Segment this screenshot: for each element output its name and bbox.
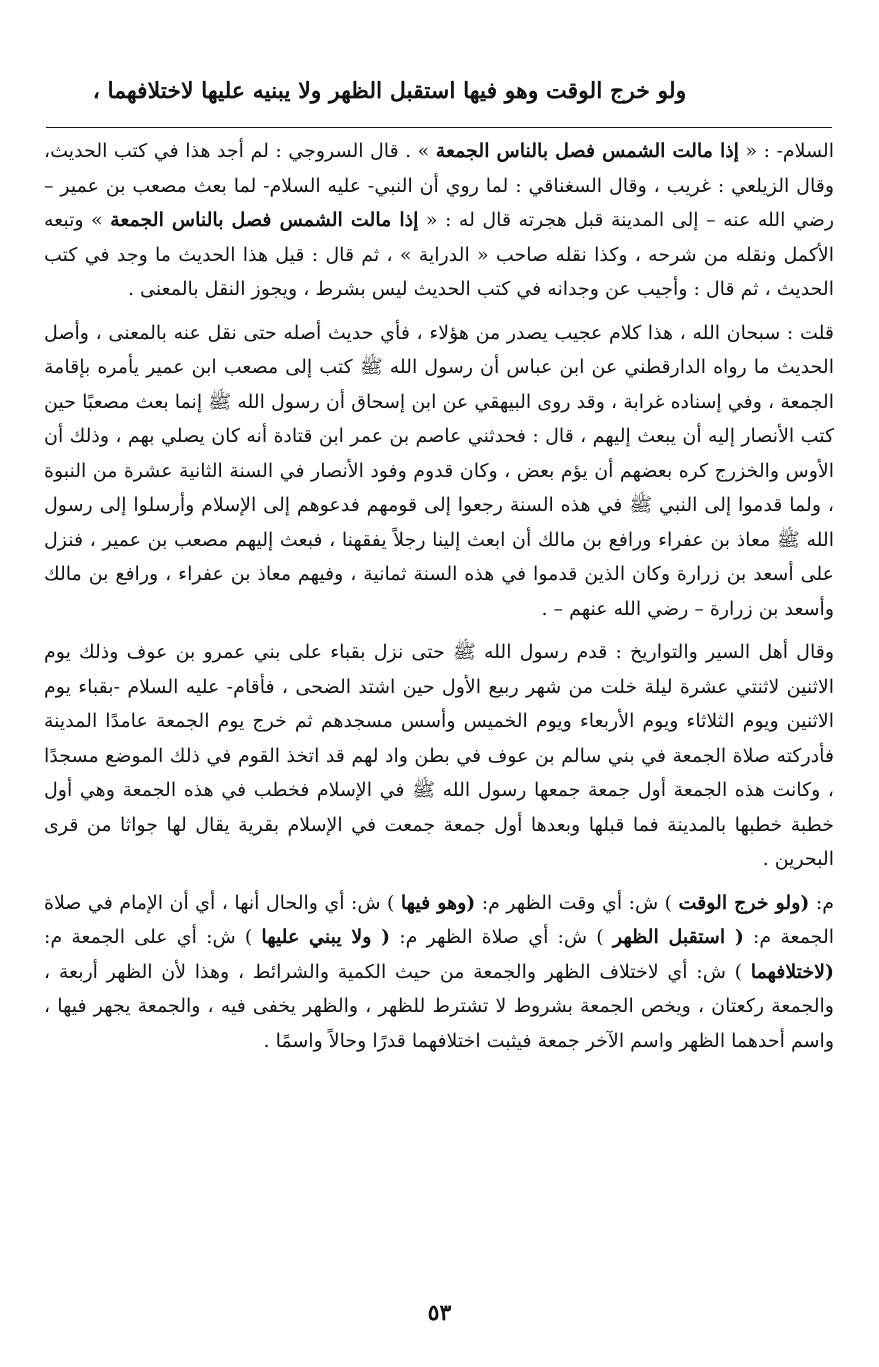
text-run: م:	[809, 891, 834, 914]
bold-quote: (لاختلافهما	[750, 960, 834, 983]
bold-quote: إذا مالت الشمس فصل بالناس الجمعة	[435, 140, 739, 162]
paragraph	[44, 886, 834, 1059]
running-header: ولو خرج الوقت وهو فيها استقبل الظهر ولا يبنيه عليها لاختلافهما ،	[92, 78, 687, 104]
commentary-body	[44, 134, 834, 1058]
paragraph	[44, 134, 834, 307]
text-run: ) ش: أي صلاة الظهر م:	[390, 926, 613, 948]
paragraph	[44, 635, 834, 877]
paragraph	[44, 316, 834, 627]
text-run: السلام- : «	[738, 140, 834, 162]
bold-quote: (ولو خرج الوقت	[678, 891, 810, 914]
text-run: ) ش: أي والحال أنها ، أي أن الإمام في صلاة الجمعة م:	[44, 891, 835, 948]
text-run: ) ش: أي لاختلاف الظهر والجمعة من حيث الكمية والشرائط ، وهذا لأن الظهر أربعة ، والجمعة ركعتان ، ويخص الجمعة بشروط لا تشترط للظهر ، والظهر يخفى فيه ، والجمعة يجهر فيها ، واسم أحدهما الظهر واسم الآخر جمعة فيثبت اختلافهما قدرًا وحالاً واسمًا .	[44, 960, 834, 1052]
text-run: وقال أهل السير والتواريخ : قدم رسول الله ﷺ حتى نزل بقباء على بني عمرو بن عوف وذلك يوم الاثنين لاثنتي عشرة ليلة خلت من شهر ربيع الأول حين اشتد الضحى ، فأقام- عليه السلام -بقباء يوم الاثنين ويوم الثلاثاء ويوم الأربعاء ويوم الخميس وأسس مسجدهم ثم خرج يوم الجمعة عامدًا المدينة فأدركته صلاة الجمعة في بني سالم بن عوف في بطن واد لهم قد اتخذ القوم في ذلك الموضع مسجدًا ، وكانت هذه الجمعة أول جمعة جمعها رسول الله ﷺ في الإسلام فخطب في هذه الجمعة وهي أول خطبة خطبها بالمدينة فما قبلها وبعدها أول جمعة جمعت في الإسلام بقرية يقال لها جواثا من قرى البحرين .	[44, 641, 834, 870]
bold-quote: (وهو فيها	[400, 891, 476, 914]
text-run: » وتبعه الأكمل ونقله من شرحه ، وكذا نقله صاحب « الدراية » ، ثم قال : قيل هذا الحديث ما وجد في كتب الحديث ، ثم قال : وأجيب عن وجدانه في كتب الحديث ليس بشرط ، ويجوز النقل بالمعنى .	[44, 209, 834, 300]
bold-quote: ( استقبل الظهر	[612, 926, 744, 948]
page-number: ٥٣	[427, 1300, 452, 1326]
text-run: قلت : سبحان الله ، هذا كلام عجيب يصدر من هؤلاء ، فأي حديث أصله حتى نقل عنه بالمعنى ، وأصل الحديث ما رواه الدارقطني عن ابن عباس أن رسول الله ﷺ كتب إلى مصعب ابن عمير يأمره بإقامة الجمعة ، وفي إسناده غرابة ، وقد روى البيهقي عن ابن إسحاق أن رسول الله ﷺ إنما بعث مصعبًا حين كتب الأنصار إليه أن يبعث إليهم ، قال : فحدثني عاصم بن عمر ابن قتادة أنه كان يصلي بهم ، وذلك أن الأوس والخزرج كره بعضهم أن يؤم بعض ، وكان قدوم وفود الأنصار في السنة الثانية عشرة من النبوة ، ولما قدموا إلى النبي ﷺ في هذه السنة رجعوا إلى قومهم فدعوهم إلى الإسلام وأرسلوا إلى رسول الله ﷺ معاذ بن عفراء ورافع بن مالك أن ابعث إلينا رجلاً يفقهنا ، فبعث إليهم مصعب بن عمير ، فنزل على أسعد بن زرارة وكان الذين قدموا في هذه السنة ثمانية ، وفيهم معاذ بن عفراء ، ورافع بن مالك وأسعد بن زرارة – رضي الله عنهم – .	[44, 321, 835, 620]
header-divider	[46, 127, 832, 128]
text-run: ) ش: أي وقت الظهر م:	[475, 891, 679, 914]
bold-quote: إذا مالت الشمس فصل بالناس الجمعة	[110, 209, 419, 231]
text-run: » . قال السروجي : لم أجد هذا في كتب الحديث، وقال الزيلعي : غريب ، وقال السغناقي : لما روي أن النبي- عليه السلام- لما بعث مصعب بن عمير – رضي الله عنه – إلى المدينة قبل هجرته قال له : «	[44, 140, 834, 231]
text-run: ) ش: أي على الجمعة م:	[44, 926, 262, 948]
bold-quote: ( ولا يبني عليها	[261, 926, 391, 948]
